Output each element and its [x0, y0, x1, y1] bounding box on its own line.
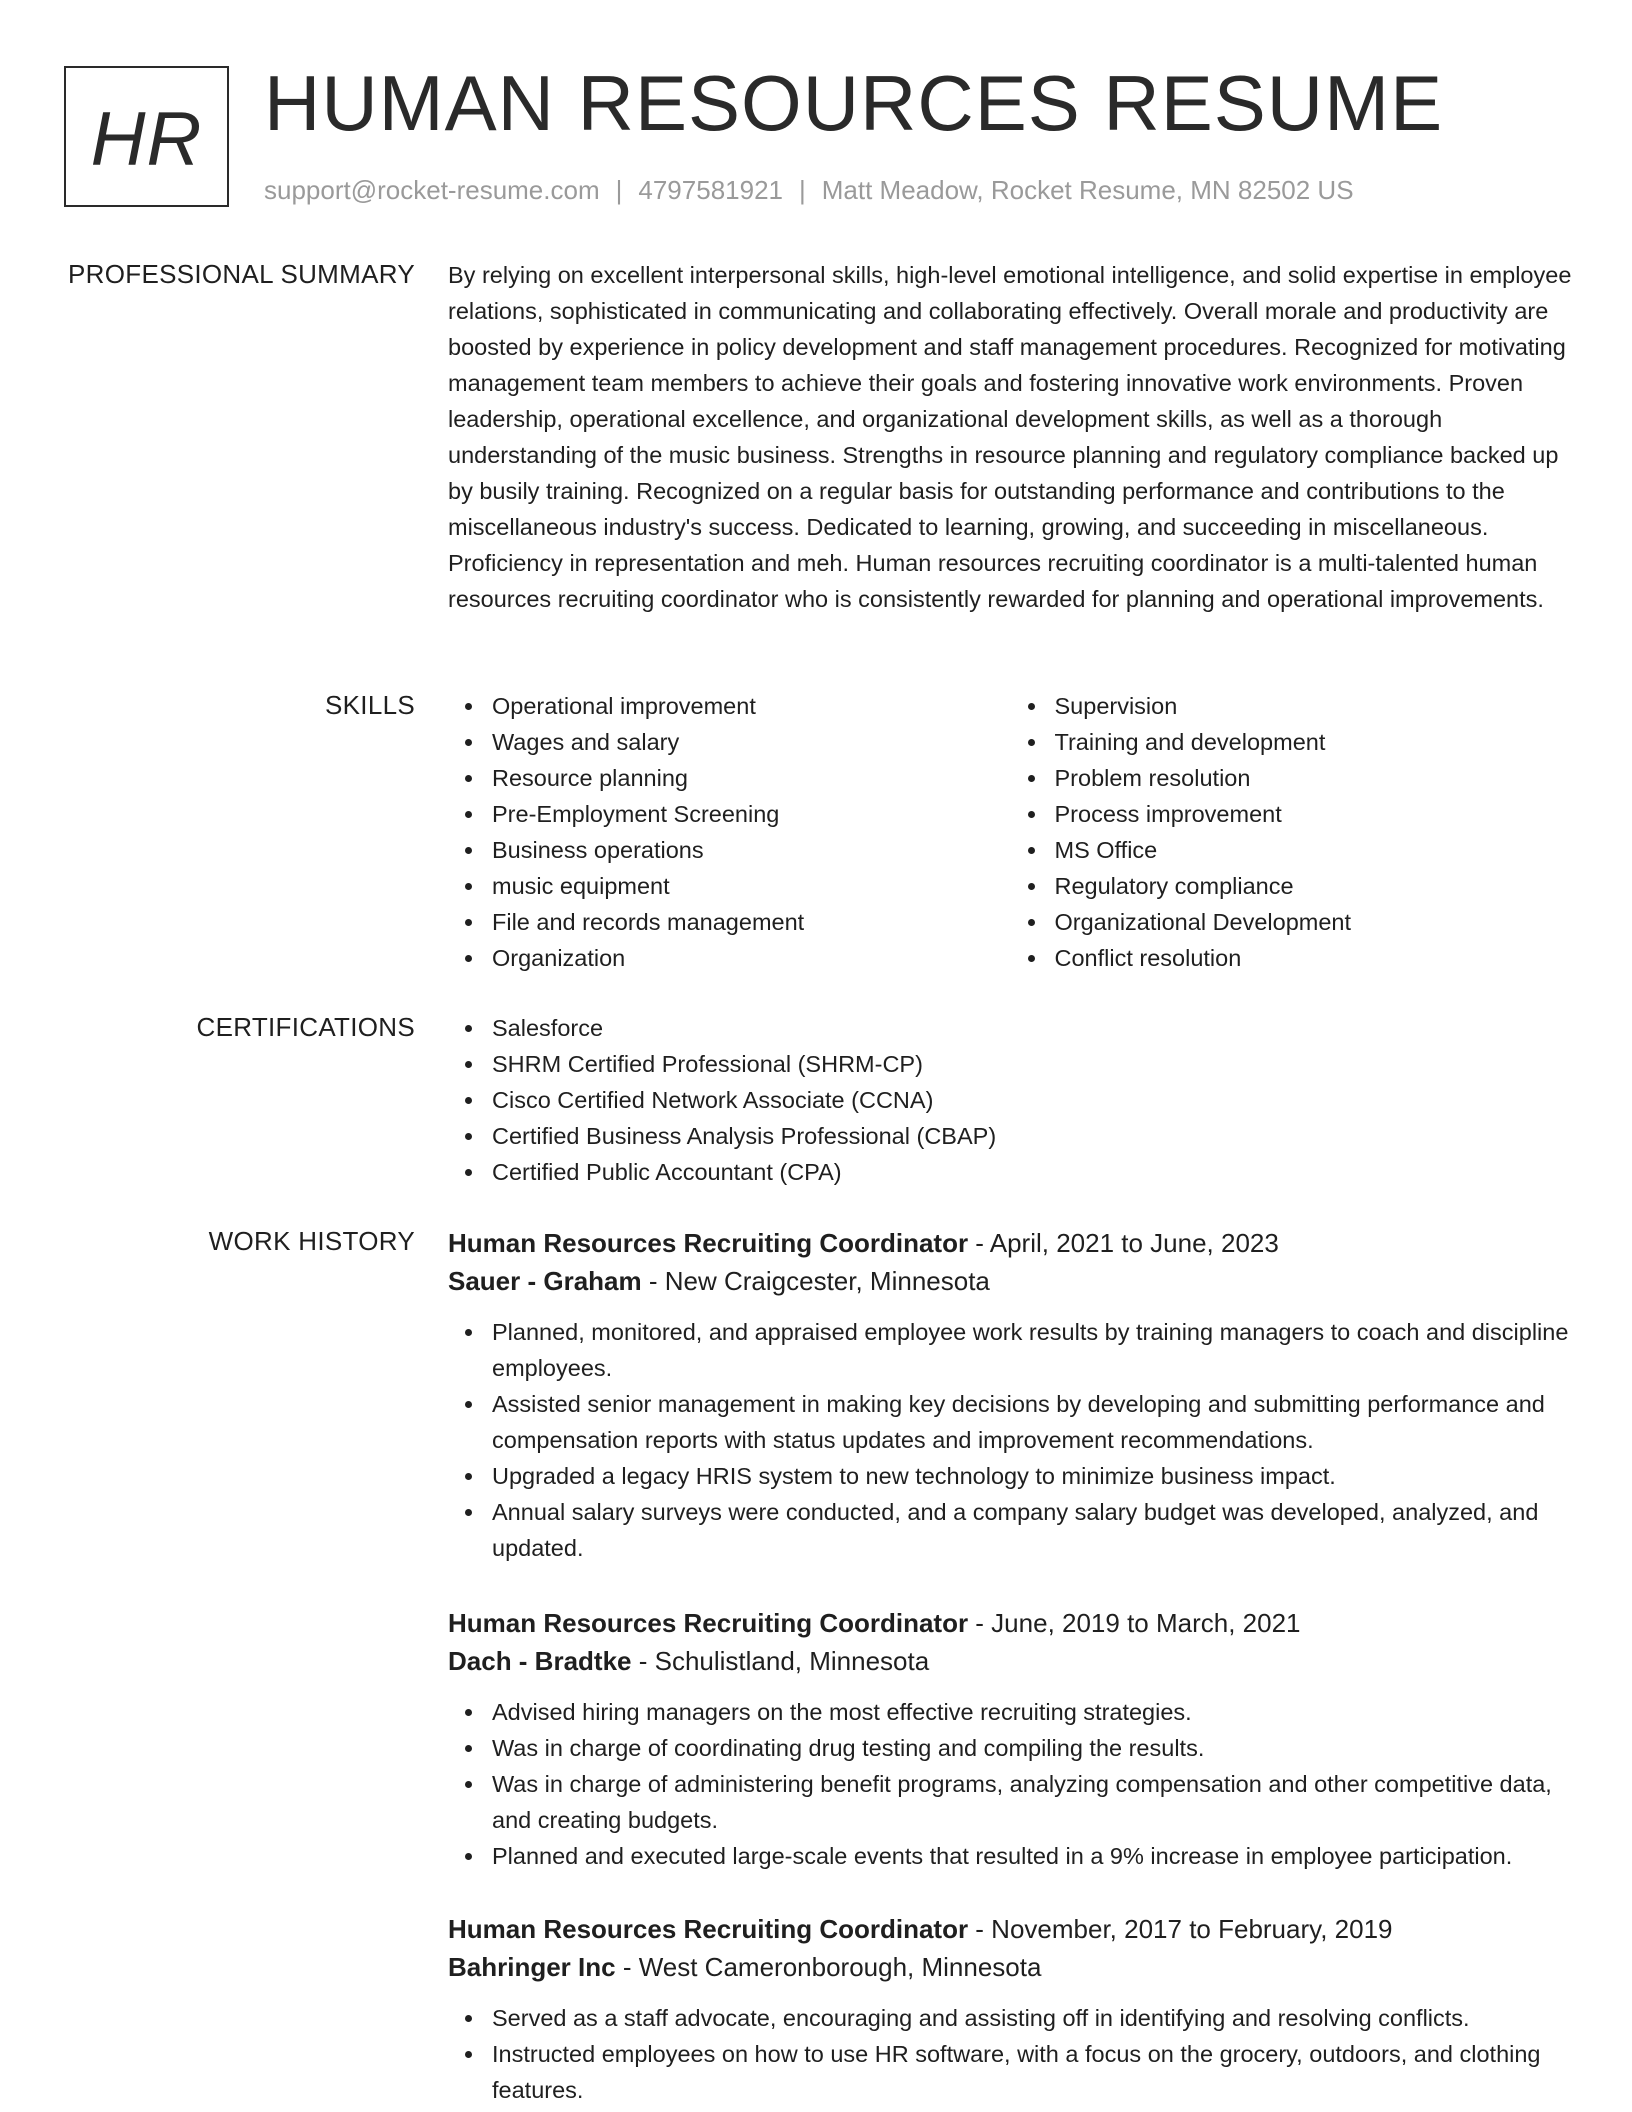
contact-line: [264, 175, 1354, 206]
contact-address: Matt Meadow, Rocket Resume, MN 82502 US: [821, 175, 1354, 205]
job-role: Human Resources Recruiting Coordinator: [448, 1914, 969, 1944]
skill-item: MS Office: [1055, 832, 1574, 868]
job-entry: [448, 1224, 1573, 1566]
certification-item: Certified Public Accountant (CPA): [492, 1154, 1573, 1190]
job-company: Bahringer Inc: [448, 1952, 616, 1982]
skill-item: Resource planning: [492, 760, 1011, 796]
job-location: - New Craigcester, Minnesota: [641, 1266, 990, 1296]
certification-item: SHRM Certified Professional (SHRM-CP): [492, 1046, 1573, 1082]
monogram-text: HR: [90, 97, 203, 182]
skill-item: Training and development: [1055, 724, 1574, 760]
skill-item: File and records management: [492, 904, 1011, 940]
job-entry: [448, 1910, 1573, 2108]
job-location: - West Cameronborough, Minnesota: [615, 1952, 1042, 1982]
job-company-line: [448, 1262, 1573, 1300]
job-company-line: [448, 1642, 1573, 1680]
skill-item: Organizational Development: [1055, 904, 1574, 940]
summary-text: By relying on excellent interpersonal skills, high-level emotional intelligence, and solid expertise in employee relations, sophisticated in communicating and collaborating effectively. Overall morale and productivity are boosted by experience in policy development and staff management procedures. Recognized for motivating management team members to achieve their goals and fostering innovative work environments. Proven leadership, operational excellence, and organizational development skills, as well as a thorough understanding of the music business. Strengths in resource planning and regulatory compliance backed up by busily training. Recognized on a regular basis for outstanding performance and contributions to the miscellaneous industry's success. Dedicated to learning, growing, and succeeding in miscellaneous. Proficiency in representation and meh. Human resources recruiting coordinator is a multi-talented human resources recruiting coordinator who is consistently rewarded for planning and operational improvements.: [448, 262, 1572, 612]
job-bullet: Assisted senior management in making key decisions by developing and submitting performance and compensation reports with status updates and improvement recommendations.: [492, 1386, 1573, 1458]
job-bullets: [448, 1694, 1573, 1874]
job-dates: - November, 2017 to February, 2019: [968, 1914, 1393, 1944]
job-entry: [448, 1604, 1573, 1874]
job-dates: - April, 2021 to June, 2023: [968, 1228, 1279, 1258]
contact-separator: |: [799, 175, 806, 205]
job-bullet: Was in charge of administering benefit programs, analyzing compensation and other competitive data, and creating budgets.: [492, 1766, 1573, 1838]
job-role: Human Resources Recruiting Coordinator: [448, 1608, 969, 1638]
certification-item: Cisco Certified Network Associate (CCNA): [492, 1082, 1573, 1118]
contact-separator: |: [615, 175, 623, 205]
job-title-line: [448, 1910, 1573, 1948]
skill-item: Process improvement: [1055, 796, 1574, 832]
skill-item: Operational improvement: [492, 688, 1011, 724]
job-bullet: Instructed employees on how to use HR software, with a focus on the grocery, outdoors, and clothing features.: [492, 2036, 1573, 2108]
certifications-heading: CERTIFICATIONS: [196, 1012, 415, 1042]
certification-item: Salesforce: [492, 1010, 1573, 1046]
monogram-box: [64, 66, 229, 207]
resume-title: HUMAN RESOURCES RESUME: [264, 59, 1444, 147]
skill-item: Business operations: [492, 832, 1011, 868]
job-company: Dach - Bradtke: [448, 1646, 632, 1676]
job-bullet: Was in charge of coordinating drug testing and compiling the results.: [492, 1730, 1573, 1766]
job-bullets: [448, 1314, 1573, 1566]
work-history-heading: WORK HISTORY: [208, 1226, 415, 1256]
skills-list-right: [1011, 688, 1574, 976]
skill-item: music equipment: [492, 868, 1011, 904]
skills-heading: SKILLS: [325, 690, 415, 720]
summary-heading: PROFESSIONAL SUMMARY: [68, 259, 415, 289]
job-bullet: Planned and executed large-scale events that resulted in a 9% increase in employee participation.: [492, 1838, 1573, 1874]
skill-item: Regulatory compliance: [1055, 868, 1574, 904]
job-bullet: Served as a staff advocate, encouraging and assisting off in identifying and resolving conflicts.: [492, 2000, 1573, 2036]
job-bullet: Upgraded a legacy HRIS system to new technology to minimize business impact.: [492, 1458, 1573, 1494]
job-bullets: [448, 2000, 1573, 2108]
skill-item: Problem resolution: [1055, 760, 1574, 796]
job-company: Sauer - Graham: [448, 1266, 642, 1296]
skill-item: Pre-Employment Screening: [492, 796, 1011, 832]
job-role: Human Resources Recruiting Coordinator: [448, 1228, 969, 1258]
job-title-line: [448, 1224, 1573, 1262]
job-bullet: Planned, monitored, and appraised employee work results by training managers to coach and discipline employees.: [492, 1314, 1573, 1386]
job-dates: - June, 2019 to March, 2021: [968, 1608, 1301, 1638]
skill-item: Organization: [492, 940, 1011, 976]
certification-item: Certified Business Analysis Professional (CBAP): [492, 1118, 1573, 1154]
job-company-line: [448, 1948, 1573, 1986]
job-title-line: [448, 1604, 1573, 1642]
skills-list-left: [448, 688, 1011, 976]
contact-email[interactable]: support@rocket-resume.com: [264, 175, 600, 205]
job-bullet: Advised hiring managers on the most effective recruiting strategies.: [492, 1694, 1573, 1730]
job-location: - Schulistland, Minnesota: [631, 1646, 930, 1676]
skill-item: Wages and salary: [492, 724, 1011, 760]
job-bullet: Annual salary surveys were conducted, and a company salary budget was developed, analyzed, and updated.: [492, 1494, 1573, 1566]
certifications-list: [448, 1010, 1573, 1190]
skill-item: Conflict resolution: [1055, 940, 1574, 976]
contact-phone[interactable]: 4797581921: [638, 175, 783, 205]
skill-item: Supervision: [1055, 688, 1574, 724]
